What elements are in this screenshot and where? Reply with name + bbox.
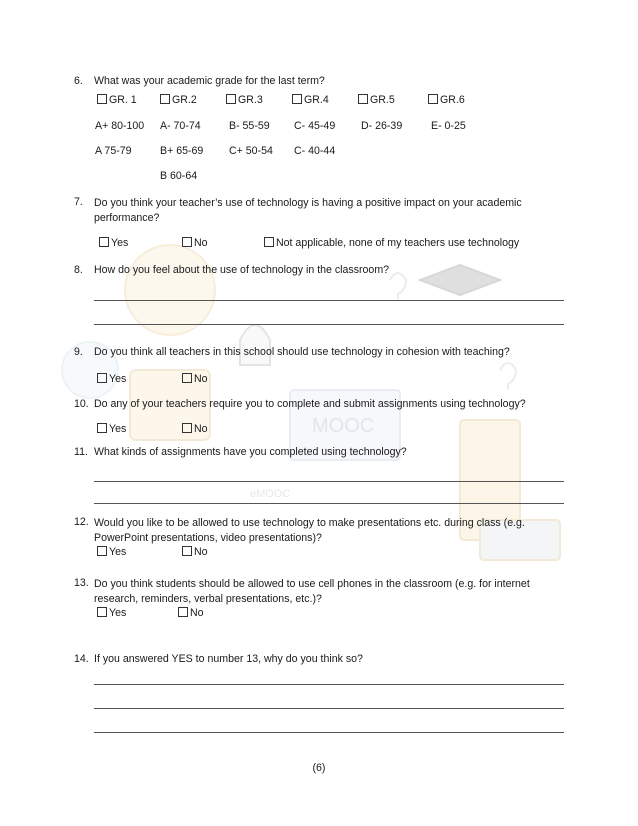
question-text: Do you think all teachers in this school should use technology in cohesion with teaching? (94, 346, 510, 358)
grade-option-5[interactable] (358, 94, 395, 106)
question-number: 7. (74, 196, 83, 208)
checkbox-icon[interactable] (182, 546, 192, 556)
option-label: No (194, 373, 208, 385)
answer-line[interactable] (94, 324, 564, 325)
watermark-label-emooc: eMOOC (250, 488, 291, 500)
question-text: What was your academic grade for the last term? (94, 75, 325, 87)
option-label: No (190, 607, 204, 619)
grade-option-4[interactable] (292, 94, 329, 106)
grade-scale-item: A- 70-74 (160, 120, 201, 132)
option-label: No (194, 546, 208, 558)
answer-line[interactable] (94, 732, 564, 733)
question-number: 10. (74, 398, 89, 410)
option-label: GR.4 (304, 94, 329, 106)
checkbox-icon[interactable] (97, 607, 107, 617)
option-yes[interactable] (97, 423, 126, 435)
option-no[interactable] (182, 373, 208, 385)
question-number: 11. (74, 446, 88, 458)
option-label: GR. 1 (109, 94, 137, 106)
grade-scale-item: D- 26-39 (361, 120, 403, 132)
grade-scale-item: E- 0-25 (431, 120, 466, 132)
question-number: 8. (74, 264, 83, 276)
grade-scale-item: C- 40-44 (294, 145, 336, 157)
option-label: No (194, 423, 208, 435)
answer-line[interactable] (94, 684, 564, 685)
checkbox-icon[interactable] (97, 546, 107, 556)
watermark-label-mooc: MOOC (312, 415, 375, 437)
question-text: How do you feel about the use of technology in the classroom? (94, 264, 390, 276)
question-number: 14. (74, 653, 89, 665)
option-label: Not applicable, none of my teachers use technology (276, 237, 520, 249)
option-label: GR.6 (440, 94, 465, 106)
option-label: Yes (109, 546, 127, 558)
grade-scale-item: A 75-79 (95, 145, 132, 157)
checkbox-icon[interactable] (292, 94, 302, 104)
question-text: What kinds of assignments have you completed using technology? (94, 446, 407, 458)
grade-scale-item: C+ 50-54 (229, 145, 273, 157)
answer-line[interactable] (94, 503, 564, 504)
checkbox-icon[interactable] (97, 423, 107, 433)
option-no[interactable] (182, 423, 208, 435)
option-yes[interactable] (97, 607, 126, 619)
question-number: 12. (74, 516, 89, 528)
question-text: Do you think students should be allowed to use cell phones in the classroom (e.g. for internet research, reminders, verbal presentations, etc.)? (94, 578, 530, 605)
answer-line[interactable] (94, 481, 564, 482)
checkbox-icon[interactable] (182, 373, 192, 383)
question-text: Do you think your teacher’s use of technology is having a positive impact on your academic performance? (94, 197, 522, 224)
answer-line[interactable] (94, 708, 564, 709)
option-yes[interactable] (97, 373, 126, 385)
checkbox-icon[interactable] (182, 423, 192, 433)
grade-option-3[interactable] (226, 94, 263, 106)
option-no[interactable] (178, 607, 204, 619)
checkbox-icon[interactable] (99, 237, 109, 247)
grade-scale-item: C- 45-49 (294, 120, 336, 132)
option-label: Yes (109, 607, 127, 619)
checkbox-icon[interactable] (97, 373, 107, 383)
grade-option-1[interactable] (97, 94, 137, 106)
question-number: 9. (74, 346, 83, 358)
grade-scale-item: B 60-64 (160, 170, 198, 182)
option-no[interactable] (182, 237, 208, 249)
grade-option-2[interactable] (160, 94, 197, 106)
checkbox-icon[interactable] (358, 94, 368, 104)
question-text: If you answered YES to number 13, why do you think so? (94, 653, 363, 665)
answer-line[interactable] (94, 300, 564, 301)
option-yes[interactable] (99, 237, 128, 249)
option-label: Yes (109, 373, 127, 385)
option-yes[interactable] (97, 546, 126, 558)
grade-scale-item: A+ 80-100 (95, 120, 145, 132)
option-label: Yes (109, 423, 127, 435)
checkbox-icon[interactable] (160, 94, 170, 104)
question-text: Would you like to be allowed to use technology to make presentations etc. during class (e.g. PowerPoint presentations, video presentations)? (94, 517, 525, 544)
checkbox-icon[interactable] (428, 94, 438, 104)
checkbox-icon[interactable] (264, 237, 274, 247)
option-label: GR.5 (370, 94, 395, 106)
option-no[interactable] (182, 546, 208, 558)
question-text: Do any of your teachers require you to complete and submit assignments using technology? (94, 398, 526, 410)
checkbox-icon[interactable] (97, 94, 107, 104)
grade-option-6[interactable] (428, 94, 465, 106)
option-label: No (194, 237, 208, 249)
option-not-applicable[interactable] (264, 237, 519, 249)
checkbox-icon[interactable] (178, 607, 188, 617)
option-label: GR.3 (238, 94, 263, 106)
option-label: GR.2 (172, 94, 197, 106)
checkbox-icon[interactable] (182, 237, 192, 247)
grade-scale-item: B- 55-59 (229, 120, 270, 132)
grade-scale-item: B+ 65-69 (160, 145, 204, 157)
question-number: 6. (74, 75, 83, 87)
option-label: Yes (111, 237, 129, 249)
page-number: (6) (312, 762, 326, 774)
question-number: 13. (74, 577, 89, 589)
checkbox-icon[interactable] (226, 94, 236, 104)
